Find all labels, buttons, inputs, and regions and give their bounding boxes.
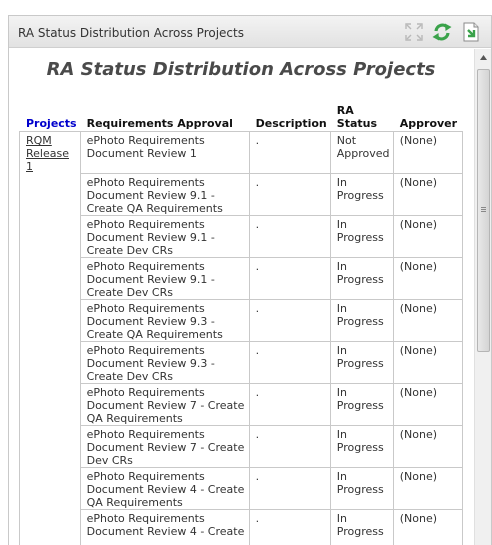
approver-cell: (None) <box>393 174 462 216</box>
status-cell: In Progress <box>330 468 393 510</box>
scroll-up-arrow-icon[interactable] <box>475 49 492 66</box>
project-cell <box>20 384 81 426</box>
report-title: RA Status Distribution Across Projects <box>46 59 436 80</box>
fullscreen-icon[interactable] <box>403 21 425 43</box>
status-cell: In Progress <box>330 300 393 342</box>
table-row <box>20 216 463 258</box>
description-cell: . <box>249 342 330 384</box>
scrollbar-grip-icon <box>481 207 486 213</box>
refresh-icon[interactable] <box>431 21 453 43</box>
ra-status-table <box>19 101 463 545</box>
vertical-scrollbar[interactable] <box>474 49 491 545</box>
table-header-row <box>20 102 463 132</box>
table-row <box>20 174 463 216</box>
table-row <box>20 510 463 545</box>
column-header-description[interactable]: Description <box>249 102 330 132</box>
scrollbar-thumb[interactable] <box>477 69 490 352</box>
approval-cell: ePhoto Requirements Document Review 4 - Create <box>80 510 249 545</box>
description-cell: . <box>249 426 330 468</box>
approval-cell: ePhoto Requirements Document Review 9.3 - Create QA Requirements <box>80 300 249 342</box>
column-header-requirements-approval[interactable]: Requirements Approval <box>80 102 249 132</box>
project-link[interactable]: RQM Release 1 <box>26 134 69 173</box>
widget-titlebar <box>9 16 491 48</box>
approver-cell: (None) <box>393 468 462 510</box>
status-cell: In Progress <box>330 384 393 426</box>
report-widget <box>8 15 492 545</box>
approval-cell: ePhoto Requirements Document Review 9.1 - Create Dev CRs <box>80 216 249 258</box>
project-cell <box>20 174 81 216</box>
description-cell: . <box>249 132 330 174</box>
description-cell: . <box>249 258 330 300</box>
project-cell <box>20 300 81 342</box>
approval-cell: ePhoto Requirements Document Review 9.1 - Create Dev CRs <box>80 258 249 300</box>
description-cell: . <box>249 216 330 258</box>
table-row <box>20 258 463 300</box>
widget-title: RA Status Distribution Across Projects <box>18 26 244 40</box>
export-icon[interactable] <box>460 21 482 43</box>
approval-cell: ePhoto Requirements Document Review 9.3 - Create Dev CRs <box>80 342 249 384</box>
table-row <box>20 426 463 468</box>
table-row <box>20 468 463 510</box>
approver-cell: (None) <box>393 132 462 174</box>
status-cell: In Progress <box>330 342 393 384</box>
approval-cell: ePhoto Requirements Document Review 7 - Create QA Requirements <box>80 384 249 426</box>
approver-cell: (None) <box>393 384 462 426</box>
approval-cell: ePhoto Requirements Document Review 1 <box>80 132 249 174</box>
project-cell <box>20 132 81 174</box>
status-cell: In Progress <box>330 426 393 468</box>
approver-cell: (None) <box>393 342 462 384</box>
description-cell: . <box>249 300 330 342</box>
status-cell: Not Approved <box>330 132 393 174</box>
report-content <box>9 49 473 545</box>
project-cell <box>20 258 81 300</box>
project-cell <box>20 468 81 510</box>
approver-cell: (None) <box>393 510 462 545</box>
approver-cell: (None) <box>393 300 462 342</box>
description-cell: . <box>249 510 330 545</box>
column-header-approver[interactable]: Approver <box>393 102 462 132</box>
project-cell <box>20 426 81 468</box>
status-cell: In Progress <box>330 216 393 258</box>
approval-cell: ePhoto Requirements Document Review 7 - Create Dev CRs <box>80 426 249 468</box>
description-cell: . <box>249 384 330 426</box>
project-cell <box>20 342 81 384</box>
status-cell: In Progress <box>330 510 393 545</box>
approver-cell: (None) <box>393 426 462 468</box>
project-cell <box>20 216 81 258</box>
status-cell: In Progress <box>330 258 393 300</box>
table-row <box>20 132 463 174</box>
description-cell: . <box>249 174 330 216</box>
description-cell: . <box>249 468 330 510</box>
project-cell <box>20 510 81 545</box>
approval-cell: ePhoto Requirements Document Review 9.1 - Create QA Requirements <box>80 174 249 216</box>
table-row <box>20 300 463 342</box>
approval-cell: ePhoto Requirements Document Review 4 - Create QA Requirements <box>80 468 249 510</box>
approver-cell: (None) <box>393 258 462 300</box>
column-header-ra-status[interactable]: RA Status <box>330 102 393 132</box>
table-row <box>20 384 463 426</box>
approver-cell: (None) <box>393 216 462 258</box>
table-row <box>20 342 463 384</box>
column-header-projects[interactable]: Projects <box>20 102 81 132</box>
status-cell: In Progress <box>330 174 393 216</box>
